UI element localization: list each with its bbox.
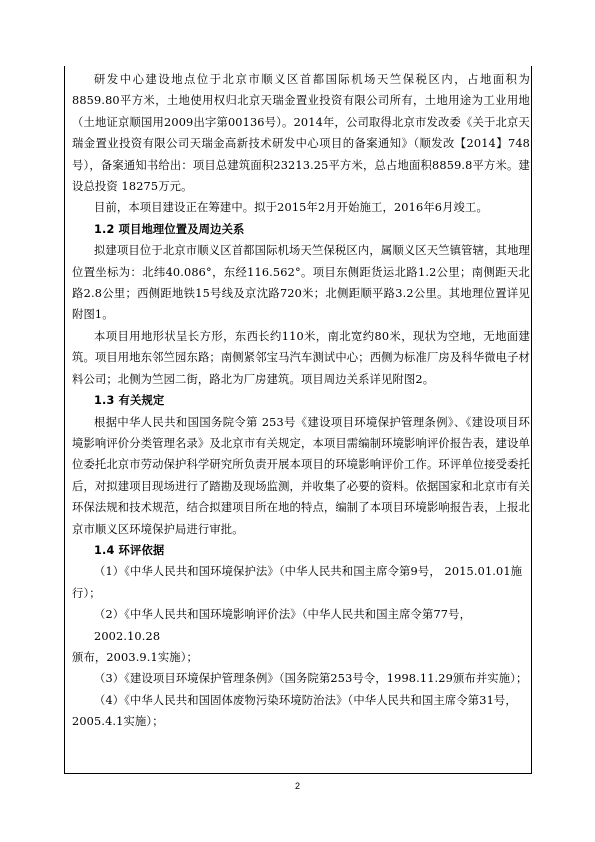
heading-basis: 1.4 环评依据 bbox=[94, 543, 165, 557]
heading-regulations: 1.3 有关规定 bbox=[94, 394, 165, 408]
paragraph-regulations: 根据中华人民共和国国务院令第 253号《建设项目环境保护管理条例》、《建设项目环境影响评价分类管理名录》及北京市有关规定，本项目需编制环境影响评价报告表，建设单位委托北京市劳动保护科学研究所负责开展本项目的环境影响评价工作。环评单位接受委托后，对拟建项目现场进行了踏勘及现场监测，并收集了必要的资料。依据国家和北京市有关环保法规和技术规范，结合拟建项目所在地的特点，编制了本项目环境影响报告表，上报北京市顺义区环境保护局进行审批。 bbox=[72, 415, 530, 536]
document-body bbox=[72, 69, 530, 733]
basis-item-3-line1: （3）《建设项目环境保护管理条例》（国务院第253号令，1998.11.29颁布并实施）； bbox=[94, 672, 528, 686]
basis-item-2-line2: 颁布，2003.9.1实施）； bbox=[72, 650, 198, 664]
basis-item-1-line2: 行）； bbox=[72, 586, 101, 600]
basis-item-4-line1: （4）《中华人民共和国固体废物污染环境防治法》（中华人民共和国主席令第31号， bbox=[94, 693, 517, 707]
paragraph-site: 研发中心建设地点位于北京市顺义区首都国际机场天竺保税区内，占地面积为8859.80平方米，土地使用权归北京天瑞金置业投资有限公司所有，土地用途为工业用地（土地证京顺国用2009出字第00136号）。2014年，公司取得北京市发改委《关于北京天瑞金置业投资有限公司天瑞金高新技术研发中心项目的备案通知》（顺发改【2014】748号），备案通知书给出：项目总建筑面积23213.25平方米，总占地面积8859.8平方米。建设总投资 18275万元。 bbox=[72, 73, 530, 194]
paragraph-status: 目前，本项目建设正在筹建中。拟于2015年2月开始施工，2016年6月竣工。 bbox=[94, 201, 488, 215]
basis-item-4-line2: 2005.4.1实施）； bbox=[72, 715, 164, 729]
paragraph-surroundings: 本项目用地形状呈长方形，东西长约110米，南北宽约80米，现状为空地，无地面建筑。项目用地东邻竺园东路；南侧紧邻宝马汽车测试中心；西侧为标准厂房及科华微电子材料公司；北侧为竺园二街，路北为厂房建筑。项目周边关系详见附图2。 bbox=[72, 329, 530, 386]
page-number: 2 bbox=[294, 781, 300, 791]
basis-item-1-line1: （1）《中华人民共和国环境保护法》（中华人民共和国主席令第9号， 2015.01.01施 bbox=[94, 565, 523, 579]
paragraph-location: 拟建项目位于北京市顺义区首都国际机场天竺保税区内，属顺义区天竺镇管辖，其地理位置坐标为：北纬40.086°，东经116.562°。项目东侧距货运北路1.2公里；南侧距天北路2.8公里；西侧距地铁15号线及京沈路720米；北侧距顺平路3.2公里。其地理位置详见附图1。 bbox=[72, 244, 530, 322]
heading-location: 1.2 项目地理位置及周边关系 bbox=[94, 222, 245, 236]
basis-item-2-line1: （2）《中华人民共和国环境影响评价法》（中华人民共和国主席令第77号，2002.10.28 bbox=[94, 608, 472, 643]
